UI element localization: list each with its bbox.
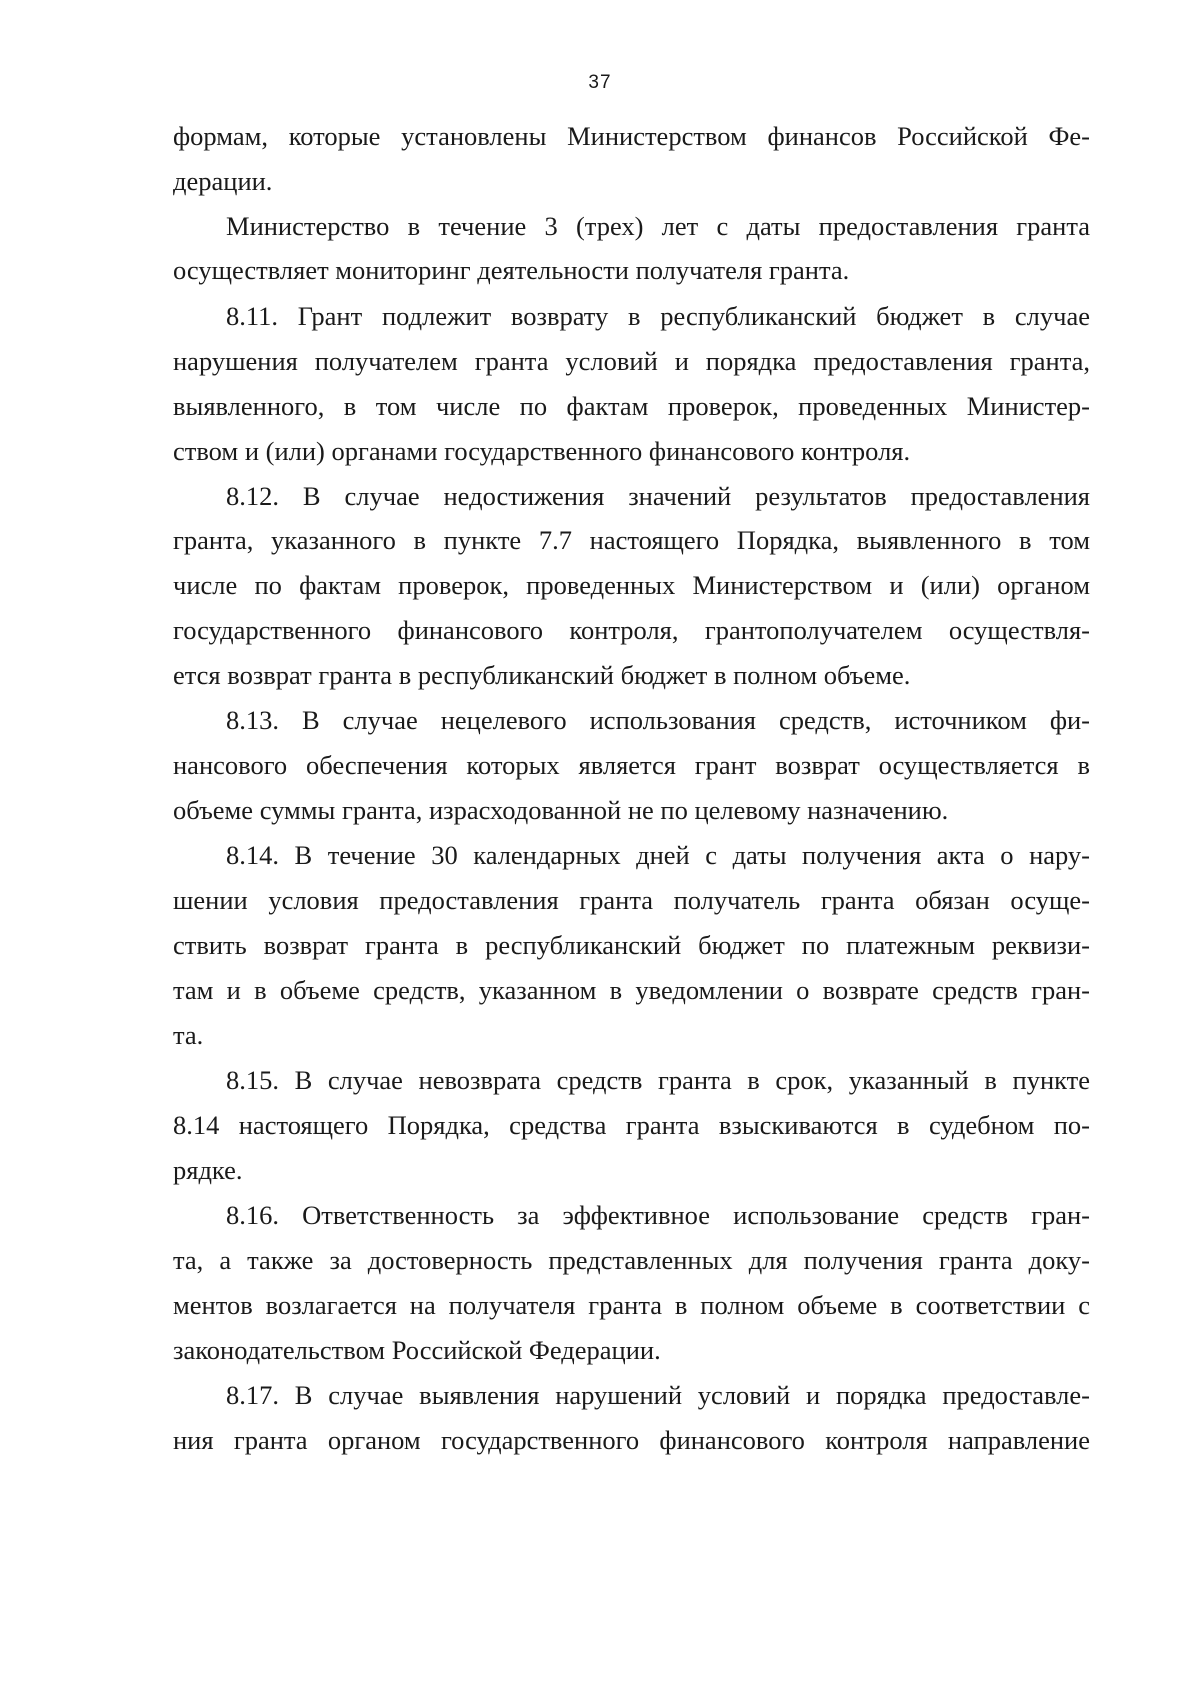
text-line: ментов возлагается на получателя гранта в полном объеме в соответствии с <box>173 1290 1090 1320</box>
text-line: ния гранта органом государственного финансового контроля направление <box>173 1425 1090 1455</box>
text-line: формам, которые установлены Министерством финансов Российской Фе- <box>173 121 1090 151</box>
text-line: там и в объеме средств, указанном в уведомлении о возврате средств гран- <box>173 975 1090 1005</box>
text-line: нарушения получателем гранта условий и порядка предоставления гранта, <box>173 346 1090 376</box>
text-line: законодательством Российской Федерации. <box>173 1335 661 1365</box>
text-line: 8.14. В течение 30 календарных дней с даты получения акта о нару- <box>226 840 1090 870</box>
text-line: 8.13. В случае нецелевого использования средств, источником фи- <box>226 705 1090 735</box>
text-line: 8.14 настоящего Порядка, средства гранта взыскиваются в судебном по- <box>173 1110 1090 1140</box>
text-line: числе по фактам проверок, проведенных Министерством и (или) органом <box>173 570 1090 600</box>
text-line: ется возврат гранта в республиканский бюджет в полном объеме. <box>173 660 911 690</box>
text-line: ствить возврат гранта в республиканский бюджет по платежным реквизи- <box>173 930 1090 960</box>
text-line: рядке. <box>173 1155 243 1185</box>
text-line: нансового обеспечения которых является грант возврат осуществляется в <box>173 750 1090 780</box>
text-line: государственного финансового контроля, грантополучателем осуществля- <box>173 615 1090 645</box>
page-number: 37 <box>588 72 612 93</box>
text-line: выявленного, в том числе по фактам проверок, проведенных Министер- <box>173 391 1090 421</box>
text-line: 8.16. Ответственность за эффективное использование средств гран- <box>226 1200 1090 1230</box>
text-line: 8.17. В случае выявления нарушений условий и порядка предоставле- <box>226 1380 1090 1410</box>
text-line: 8.15. В случае невозврата средств гранта в срок, указанный в пункте <box>226 1065 1090 1095</box>
text-line: осуществляет мониторинг деятельности получателя гранта. <box>173 255 850 285</box>
text-line: 8.12. В случае недостижения значений результатов предоставления <box>226 481 1090 511</box>
text-line: та, а также за достоверность представленных для получения гранта доку- <box>173 1245 1090 1275</box>
text-line: гранта, указанного в пункте 7.7 настоящего Порядка, выявленного в том <box>173 525 1090 555</box>
text-line: шении условия предоставления гранта получатель гранта обязан осуще- <box>173 885 1090 915</box>
text-line: та. <box>173 1020 204 1050</box>
text-line: 8.11. Грант подлежит возврату в республиканский бюджет в случае <box>226 301 1090 331</box>
text-line: объеме суммы гранта, израсходованной не по целевому назначению. <box>173 795 949 825</box>
text-line: дерации. <box>173 166 273 196</box>
text-line: ством и (или) органами государственного финансового контроля. <box>173 436 911 466</box>
text-line: Министерство в течение 3 (трех) лет с даты предоставления гранта <box>226 211 1090 241</box>
